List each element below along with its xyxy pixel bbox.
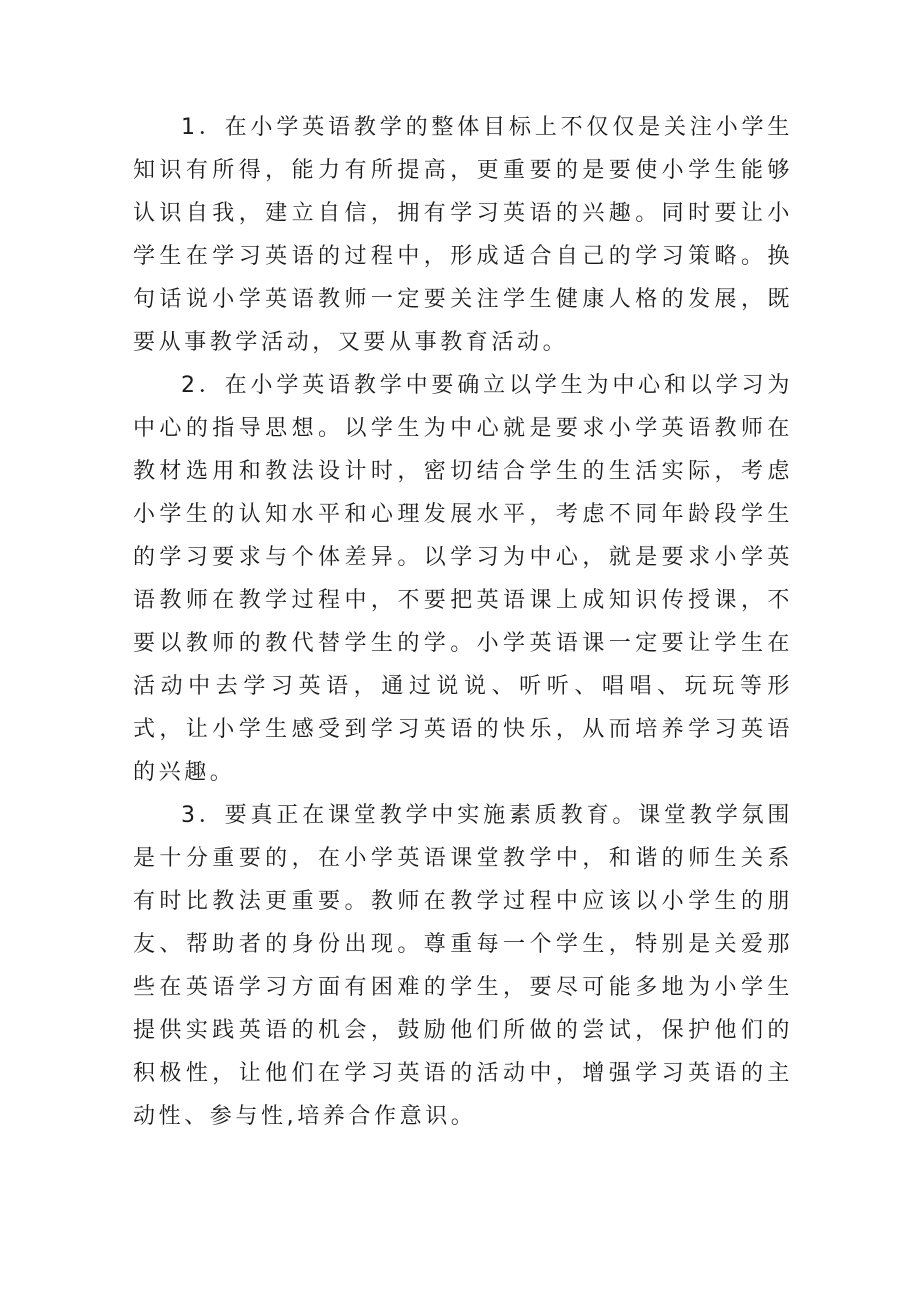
- paragraph-1: 1．在小学英语教学的整体目标上不仅仅是关注小学生知识有所得，能力有所提高，更重要的是要使小学生能够认识自我，建立自信，拥有学习英语的兴趣。同时要让小学生在学习英语的过程中，形成适合自己的学习策略。换句话说小学英语教师一定要关注学生健康人格的发展，既要从事教学活动，又要从事教育活动。: [133, 115, 793, 355]
- paragraph-2: 2．在小学英语教学中要确立以学生为中心和以学习为中心的指导思想。以学生为中心就是要求小学英语教师在教材选用和教法设计时，密切结合学生的生活实际，考虑小学生的认知水平和心理发展水平，考虑不同年龄段学生的学习要求与个体差异。以学习为中心，就是要求小学英语教师在教学过程中，不要把英语课上成知识传授课，不要以教师的教代替学生的学。小学英语课一定要让学生在活动中去学习英语，通过说说、听听、唱唱、玩玩等形式，让小学生感受到学习英语的快乐，从而培养学习英语的兴趣。: [133, 373, 793, 785]
- document-body: [133, 106, 793, 1138]
- paragraph-3: 3．要真正在课堂教学中实施素质教育。课堂教学氛围是十分重要的，在小学英语课堂教学中，和谐的师生关系有时比教法更重要。教师在教学过程中应该以小学生的朋友、帮助者的身份出现。尊重每一个学生，特别是关爱那些在英语学习方面有困难的学生，要尽可能多地为小学生提供实践英语的机会，鼓励他们所做的尝试，保护他们的积极性，让他们在学习英语的活动中，增强学习英语的主动性、参与性,培养合作意识。: [133, 803, 793, 1129]
